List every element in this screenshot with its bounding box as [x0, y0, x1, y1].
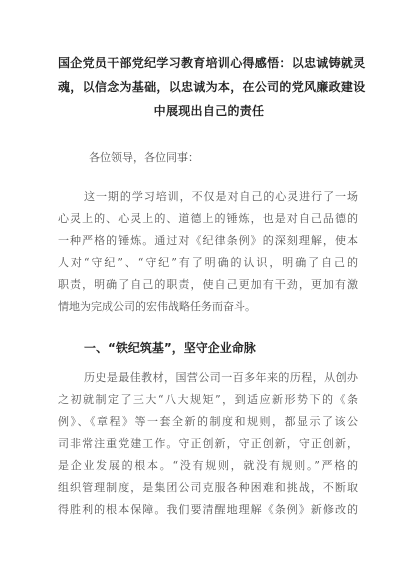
- paragraph-line: 一种严格的锤炼。通过对《纪律条例》的深刻理解，使本: [58, 234, 358, 247]
- paragraph-line: 情地为完成公司的宏伟战略任务而奋斗。: [58, 300, 256, 313]
- paragraph-line: 人对“守纪”、“守纪”有了明确的认识，明确了自己的: [58, 256, 358, 269]
- paragraph-line: 历史是最佳教材，国营公司一百多年来的历程，从创办: [84, 371, 358, 384]
- paragraph-line: 心灵上的、心灵上的、道德上的锤炼，也是对自己品德的: [58, 212, 358, 225]
- paragraph-line: 组织管理制度，是集团公司克服各种困难和挑战，不断取: [58, 481, 358, 494]
- title-line: 国企党员干部党纪学习教育培训心得感悟：以忠诚铸就灵: [58, 56, 366, 70]
- paragraph-line: 是企业发展的根本。“没有规则，就没有规则。”严格的: [58, 459, 358, 472]
- document-title: [58, 51, 366, 123]
- title-line: 中展现出自己的责任: [153, 104, 265, 118]
- greeting: 各位领导，各位同事：: [89, 151, 199, 164]
- paragraph-history: [58, 367, 358, 521]
- paragraph-line: 得胜利的根本保障。我们要清醒地理解《条例》新修改的: [58, 503, 358, 516]
- paragraph-line: 例》、《章程》等一套全新的制度和规则，都显示了该公: [58, 415, 358, 428]
- paragraph-line: 这一期的学习培训，不仅是对自己的心灵进行了一场: [84, 190, 358, 203]
- paragraph-intro: [58, 186, 358, 318]
- paragraph-line: 司非常注重党建工作。守正创新，守正创新，守正创新，: [58, 437, 358, 450]
- section-heading: 一、“铁纪筑基”，坚守企业命脉: [84, 341, 256, 355]
- title-line: 魂，以信念为基础，以忠诚为本，在公司的党风廉政建设: [58, 80, 366, 94]
- paragraph-line: 职责，明确了自己的职责，使自己更加有干劲，更加有激: [58, 278, 358, 291]
- paragraph-line: 之初就制定了三大“八大规矩”，到适应新形势下的《条: [58, 393, 358, 406]
